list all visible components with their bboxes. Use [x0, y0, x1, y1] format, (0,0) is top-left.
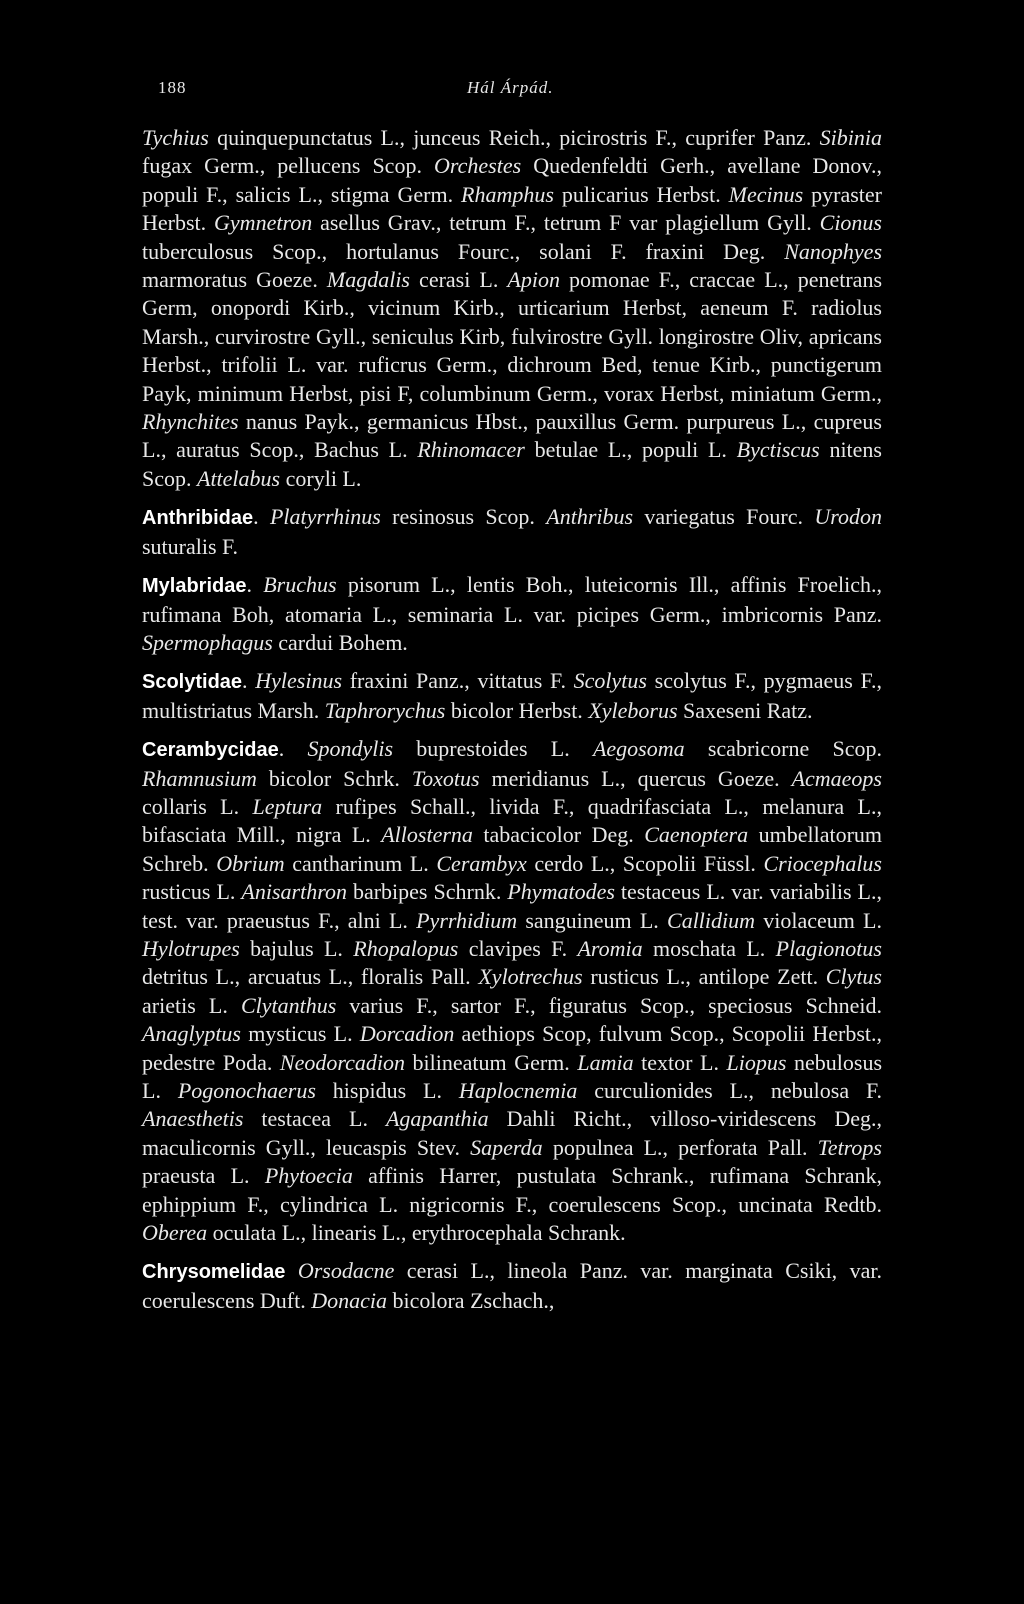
species-text: scabricorne Scop.	[684, 736, 882, 762]
species-text: resinosus Scop.	[380, 504, 547, 530]
species-text: scolytus F., pygmaeus F., multistriatus Marsh.	[142, 668, 883, 723]
species-text: Saxeseni Ratz.	[677, 697, 813, 723]
body-text	[142, 124, 882, 1315]
genus-name: Haplocnemia	[458, 1078, 578, 1103]
genus-name: Saperda	[470, 1134, 543, 1160]
genus-name: Callidium	[667, 907, 756, 933]
genus-name: Platyrrhinus	[269, 504, 381, 530]
genus-name: Anthribus	[546, 504, 634, 530]
genus-name: Oberea	[142, 1220, 208, 1246]
species-text: .	[246, 572, 264, 598]
species-text: cerdo L., Scopolii Füssl.	[526, 850, 764, 876]
species-text: bajulus L.	[239, 935, 354, 961]
genus-name: Orchestes	[434, 153, 522, 179]
genus-name: Spermophagus	[142, 629, 273, 655]
species-text: rusticus L.	[142, 879, 242, 905]
genus-name: Rhopalopus	[353, 935, 459, 961]
species-text: .	[242, 668, 256, 694]
species-text: fraxini Panz., vittatus F.	[342, 668, 574, 694]
species-text: quinquepunctatus L., junceus Reich., picirostris F., cuprifer Panz.	[208, 125, 820, 150]
genus-name: Anisarthron	[241, 879, 347, 905]
genus-name: Xyleborus	[588, 697, 678, 723]
genus-name: Magdalis	[326, 267, 410, 293]
genus-name: Criocephalus	[763, 850, 882, 876]
species-text: rusticus L., antilope Zett.	[582, 964, 826, 990]
paragraph-scolytidae	[142, 667, 882, 725]
species-text: bicolor Schrk.	[256, 765, 412, 791]
species-text: oculata L., linearis L., erythrocephala Schrank.	[207, 1220, 626, 1246]
species-text: clavipes F.	[458, 935, 578, 961]
genus-name: Obrium	[216, 850, 285, 876]
species-text: pulicarius Herbst.	[553, 181, 729, 207]
genus-name: Mecinus	[728, 181, 804, 207]
genus-name: Orsodacne	[297, 1258, 395, 1284]
genus-name: Dorcadion	[359, 1021, 455, 1047]
genus-name: Pyrrhidium	[416, 907, 518, 933]
genus-name: Bruchus	[263, 572, 337, 598]
family-heading: Anthribidae	[142, 507, 254, 530]
genus-name: Plagionotus	[775, 935, 882, 961]
species-text: textor L.	[633, 1049, 727, 1075]
species-text: praeusta L.	[142, 1163, 265, 1189]
genus-name: Scolytus	[573, 668, 647, 694]
genus-name: Liopus	[726, 1049, 787, 1075]
species-text: cardui Bohem.	[272, 629, 408, 655]
species-text: cerasi L.	[410, 267, 508, 293]
genus-name: Tychius	[142, 125, 209, 150]
genus-name: Neodorcadion	[279, 1049, 405, 1075]
genus-name: Rhamphus	[461, 181, 554, 207]
species-text: .	[253, 504, 270, 530]
species-text: varius F., sartor F., figuratus Scop., speciosus Schneid.	[336, 992, 882, 1018]
genus-name: Rhynchites	[142, 409, 239, 435]
family-heading: Mylabridae	[142, 575, 247, 598]
species-text: hispidus L.	[315, 1078, 459, 1103]
species-text: bicolora Zschach.,	[386, 1287, 555, 1313]
species-text: pisorum L., lentis Boh., luteicornis Ill., affinis Froelich., rufimana Boh, atomaria L., seminaria L. var. picipes Germ., imbricornis Panz.	[142, 572, 882, 627]
genus-name: Xylotrechus	[478, 964, 583, 990]
genus-name: Donacia	[311, 1287, 387, 1313]
genus-name: Allosterna	[381, 822, 473, 848]
genus-name: Phymatodes	[507, 879, 615, 905]
species-text: moschata L.	[642, 935, 776, 961]
species-text: curculionides L., nebulosa F.	[577, 1078, 882, 1103]
species-text: .	[278, 736, 308, 762]
species-text: variegatus Fourc.	[633, 504, 815, 530]
genus-name: Sibinia	[819, 125, 882, 150]
genus-name: Lamia	[577, 1049, 634, 1075]
species-text: asellus Grav., tetrum F., tetrum F var plagiellum Gyll.	[312, 210, 820, 236]
species-text: nitens Scop.	[142, 437, 882, 491]
genus-name: Byctiscus	[736, 437, 820, 463]
genus-name: Tetrops	[817, 1134, 882, 1160]
genus-name: Aromia	[577, 935, 643, 961]
genus-name: Anaglyptus	[142, 1021, 241, 1047]
genus-name: Apion	[507, 267, 560, 293]
species-text: tabacicolor Deg.	[472, 822, 645, 848]
genus-name: Rhamnusium	[142, 765, 257, 791]
species-text: marmoratus Goeze.	[142, 267, 327, 293]
genus-name: Clytanthus	[240, 992, 337, 1018]
genus-name: Acmaeops	[791, 765, 882, 791]
species-text: meridianus L., quercus Goeze.	[479, 765, 792, 791]
species-text	[285, 1258, 297, 1283]
species-text: barbipes Schrnk.	[346, 879, 508, 905]
genus-name: Hylesinus	[255, 668, 343, 694]
species-text: fugax Germ., pellucens Scop.	[142, 153, 435, 179]
genus-name: Hylotrupes	[142, 935, 240, 961]
species-text: bilineatum Germ.	[404, 1049, 578, 1075]
family-heading: Cerambycidae	[142, 739, 279, 762]
species-text: cerasi L., lineola Panz. var. marginata Csiki, var. coerulescens Duft.	[142, 1258, 882, 1313]
genus-name: Agapanthia	[385, 1106, 489, 1132]
species-text: pomonae F., craccae L., penetrans Germ, onopordi Kirb., vicinum Kirb., urticarium Herbst, aeneum F. radiolus Marsh., curvirostre Gyll., seniculus Kirb, fulvirostre Gyll. longirostre Oliv, apricans Herbst., trifolii L. var. ruficrus Germ., dichroum Bed, tenue Kirb., punctigerum Payk, minimum Herbst, pisi F, columbinum Germ., vorax Herbst, miniatum Germ.,	[142, 267, 883, 406]
running-head: Hál Árpád.	[467, 78, 554, 97]
species-text: Quedenfeldti Gerh., avellane Donov., populi F., salicis L., stigma Germ.	[142, 153, 882, 207]
species-text: suturalis F.	[142, 533, 239, 559]
species-text: violaceum L.	[755, 907, 882, 933]
species-text: mysticus L.	[241, 1021, 360, 1047]
paragraph-anthribidae	[142, 503, 882, 561]
family-heading: Chrysomelidae	[142, 1261, 286, 1284]
genus-name: Cionus	[819, 210, 882, 236]
species-text: pyraster Herbst.	[142, 181, 883, 236]
genus-name: Gymnetron	[214, 210, 313, 236]
species-text: rufipes Schall., livida F., quadrifasciata L., melanura L., bifasciata Mill., nigra L.	[142, 793, 882, 848]
genus-name: Spondylis	[307, 736, 394, 762]
paragraph-curculionidae-cont	[142, 124, 882, 493]
genus-name: Attelabus	[197, 465, 281, 491]
genus-name: Toxotus	[411, 765, 480, 791]
genus-name: Anaesthetis	[142, 1106, 244, 1132]
paragraph-cerambycidae	[142, 735, 882, 1247]
page-number: 188	[158, 78, 187, 97]
genus-name: Pogonochaerus	[177, 1078, 316, 1103]
species-text: nanus Payk., germanicus Hbst., pauxillus Germ. purpureus L., cupreus L., auratus Scop., Bachus L.	[142, 409, 882, 463]
paragraph-mylabridae	[142, 571, 882, 657]
genus-name: Caenoptera	[644, 822, 749, 848]
genus-name: Rhinomacer	[417, 437, 525, 463]
genus-name: Cerambyx	[436, 850, 527, 876]
species-text: sanguineum L.	[517, 907, 668, 933]
species-text: umbellatorum Schreb.	[142, 822, 883, 876]
species-text: nebulosus L.	[142, 1049, 883, 1103]
species-text: testacea L.	[243, 1106, 386, 1132]
species-text: Dahli Richt., villoso-viridescens Deg., maculicornis Gyll., leucaspis Stev.	[142, 1106, 882, 1160]
species-text: bicolor Herbst.	[445, 697, 589, 723]
species-text: testaceus L. var. variabilis L., test. var. praeustus F., alni L.	[142, 879, 882, 933]
species-text: coryli L.	[280, 465, 362, 491]
genus-name: Leptura	[252, 793, 323, 819]
species-text: buprestoides L.	[393, 736, 593, 762]
species-text: arietis L.	[142, 992, 241, 1018]
species-text: tuberculosus Scop., hortulanus Fourc., solani F. fraxini Deg.	[142, 238, 785, 264]
page-header	[142, 78, 882, 102]
genus-name: Clytus	[825, 964, 882, 990]
species-text: detritus L., arcuatus L., floralis Pall.	[142, 964, 479, 990]
family-heading: Scolytidae	[142, 671, 243, 694]
paragraph-chrysomelidae	[142, 1257, 882, 1315]
genus-name: Aegosoma	[592, 736, 685, 762]
genus-name: Phytoecia	[264, 1163, 353, 1189]
species-text: cantharinum L.	[284, 850, 437, 876]
genus-name: Urodon	[814, 504, 883, 530]
species-text: betulae L., populi L.	[524, 437, 737, 463]
species-text: affinis Harrer, pustulata Schrank., rufimana Schrank, ephippium F., cylindrica L. nigricornis F., coerulescens Scop., uncinata Redtb.	[142, 1163, 883, 1217]
genus-name: Nanophyes	[784, 238, 882, 264]
species-text: aethiops Scop, fulvum Scop., Scopolii Herbst., pedestre Poda.	[142, 1021, 883, 1075]
genus-name: Taphrorychus	[324, 697, 446, 723]
species-text: populnea L., perforata Pall.	[542, 1134, 818, 1160]
species-text: collaris L.	[142, 793, 253, 819]
